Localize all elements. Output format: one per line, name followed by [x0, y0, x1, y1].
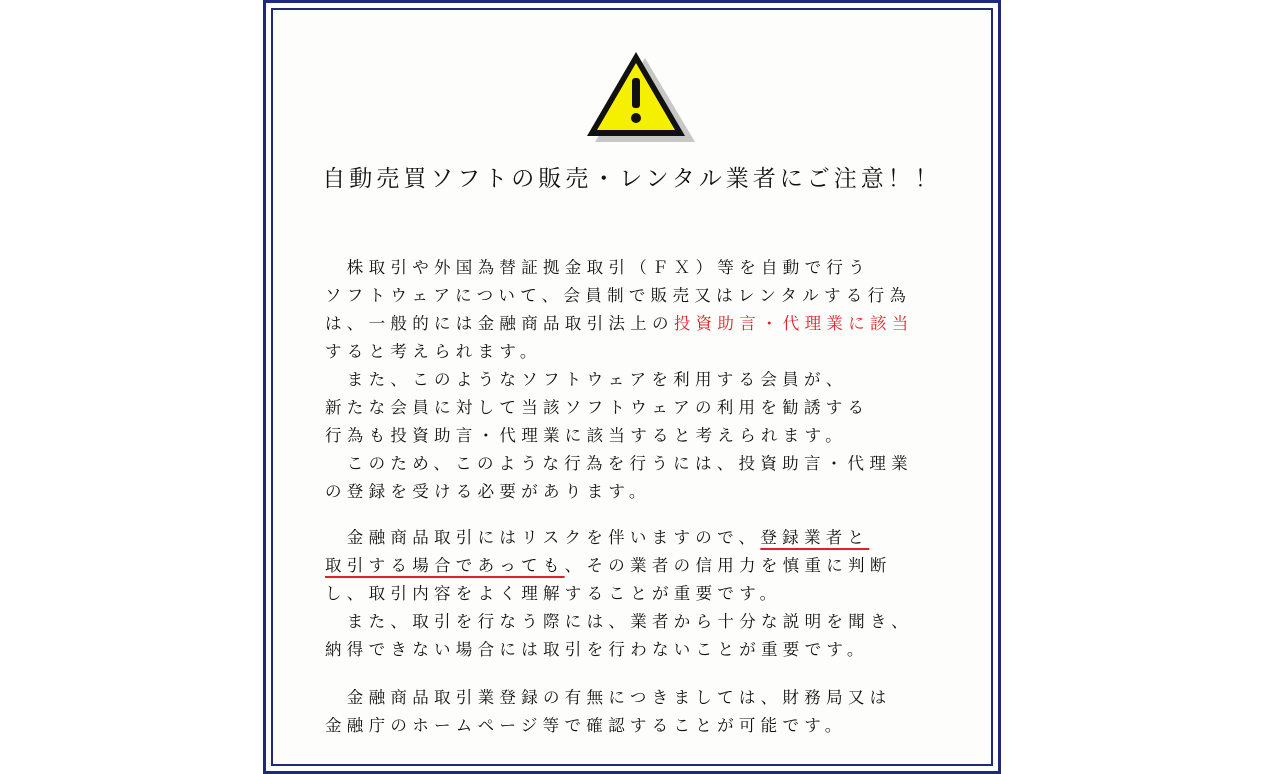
paragraph-line: 株取引や外国為替証拠金取引（ＦＸ）等を自動で行う	[325, 258, 870, 277]
notice-outer-border	[263, 0, 1001, 774]
paragraph-line: ソフトウェアについて、会員制で販売又はレンタルする行為	[325, 286, 912, 305]
paragraph-line: し、取引内容をよく理解することが重要です。	[325, 584, 782, 603]
line-text: 金融商品取引にはリスクを伴いますので、	[325, 528, 761, 547]
paragraph-line: 金融商品取引業登録の有無につきましては、財務局又は	[325, 688, 892, 707]
paragraph-line	[325, 524, 869, 548]
paragraph-line: 新たな会員に対して当該ソフトウェアの利用を勧誘する	[325, 398, 870, 417]
paragraph-line: また、取引を行なう際には、業者から十分な説明を聞き、	[325, 612, 913, 631]
paragraph-line	[325, 310, 914, 334]
paragraph-line	[325, 552, 892, 576]
underlined-text: 登録業者と	[760, 528, 870, 547]
warning-triangle-icon	[581, 48, 699, 146]
paragraph-line: また、このようなソフトウェアを利用する会員が、	[325, 370, 848, 389]
notice-title: 自動売買ソフトの販売・レンタル業者にご注意！！	[322, 166, 942, 192]
paragraph-line: 納得できない場合には取引を行わないことが重要です。	[325, 640, 869, 659]
notice-panel	[271, 8, 993, 766]
paragraph-line: 行為も投資助言・代理業に該当すると考えられます。	[325, 426, 847, 445]
paragraph-line: の登録を受ける必要があります。	[325, 482, 651, 501]
paragraph-line: 金融庁のホームページ等で確認することが可能です。	[325, 716, 847, 735]
line-text: は、一般的には金融商品取引法上の	[325, 314, 674, 333]
underlined-text: 取引する場合であっても	[325, 556, 565, 575]
paragraph-line: すると考えられます。	[325, 342, 542, 361]
paragraph-line: このため、このような行為を行うには、投資助言・代理業	[325, 454, 913, 473]
highlighted-red-text: 投資助言・代理業に該当	[673, 314, 914, 333]
line-text: 、その業者の信用力を慎重に判断	[564, 556, 892, 575]
